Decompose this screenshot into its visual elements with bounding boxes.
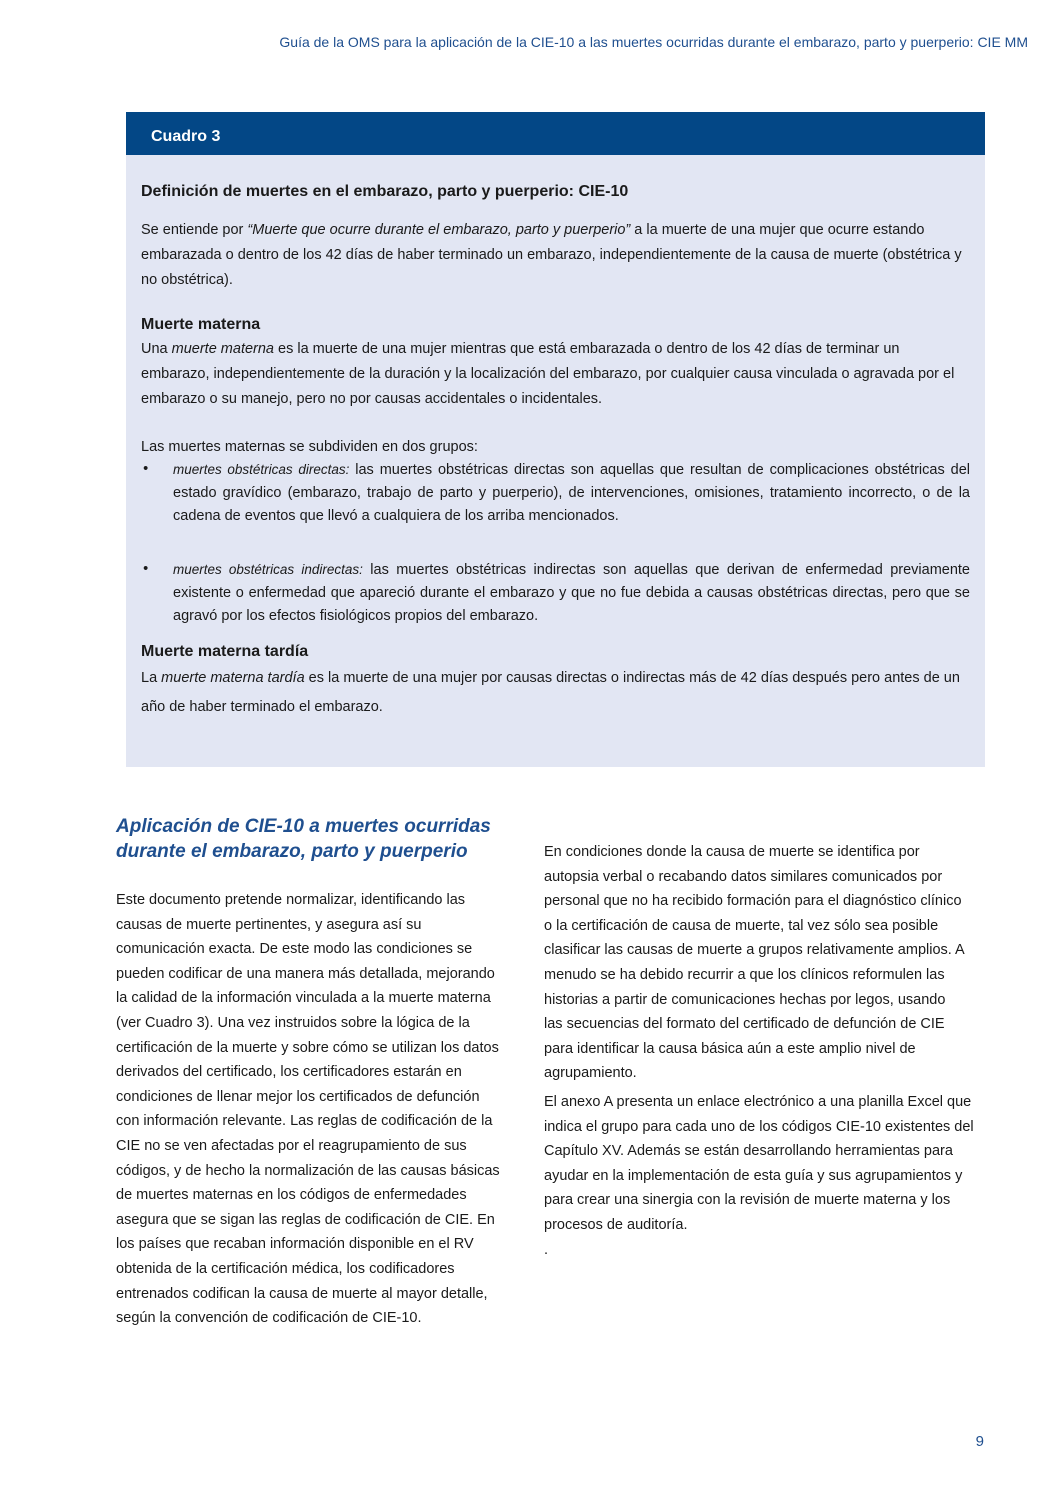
- bullet-icon: •: [143, 561, 149, 577]
- late-term: muerte materna tardía: [161, 670, 305, 686]
- bullet-text: las muertes obstétricas directas son aquellas que resultan de complicaciones obstétricas del estado gravídico (embarazo, trabajo de parto y puerperio), de intervenciones, omisiones, tratamiento incorrecto, o de la cadena de eventos que llevó a cualquiera de los arriba mencionados.: [173, 462, 970, 524]
- left-paragraph: Este documento pretende normalizar, identificando las causas de muerte pertinentes, y asegura así su comunicación exacta. De este modo las condiciones se pueden codificar de una manera más detallada, mejorando la calidad de la información vinculada a la muerte materna (ver Cuadro 3). Una vez instruidos sobre la lógica de la certificación de la muerte y sobre cómo se utilizan los datos derivados del certificado, los certificadores estarán en condiciones de llenar mejor los certificados de defunción con información relevante. Las reglas de codificación de la CIE no se ven afectadas por el reagrupamiento de sus códigos, y de hecho la normalización de las causas básicas de muertes maternas en los códigos de enfermedades asegura que se sigan las reglas de codificación de CIE. En los países que recaban información disponible en el RV obtenida de la certificación médica, los codificadores entrenados codifican la causa de muerte al mayor detalle, según la convención de codificación de CIE-10.: [116, 892, 500, 1327]
- late-pre: La: [141, 670, 162, 686]
- running-header: Guía de la OMS para la aplicación de la CIE-10 a las muertes ocurridas durante el embarazo, parto y puerperio: CIE MM: [279, 34, 1028, 50]
- right-trailing-dot: .: [544, 1241, 549, 1258]
- box-label: Cuadro 3: [126, 112, 985, 155]
- groups-list: [141, 458, 970, 628]
- maternal-paragraph: [141, 337, 970, 412]
- page-number: 9: [975, 1433, 984, 1450]
- definition-paragraph: [141, 218, 970, 293]
- bullet-text: las muertes obstétricas indirectas son aquellas que derivan de enfermedad previamente existente o enfermedad que apareció durante el embarazo y que no fue debida a causas obstétricas directas, pero que se agravó por los efectos fisiológicos propios del embarazo.: [173, 562, 970, 624]
- definition-term: “Muerte que ocurre durante el embarazo, parto y puerperio”: [247, 222, 631, 238]
- late-paragraph: [141, 664, 970, 722]
- box-title: Definición de muertes en el embarazo, parto y puerperio: CIE-10: [141, 183, 629, 200]
- left-column: [116, 814, 502, 1331]
- maternal-term: muerte materna: [171, 341, 274, 357]
- bullet-icon: •: [143, 461, 149, 477]
- box-body: [126, 155, 985, 722]
- definition-post: a la muerte de una mujer que ocurre estando embarazada o dentro de los 42 días de haber terminado un embarazo, independientemente de la causa de muerte (obstétrica y no obstétrica).: [141, 222, 962, 288]
- maternal-post: es la muerte de una mujer mientras que está embarazada o dentro de los 42 días de terminar un embarazo, independientemente de la duración y la localización del embarazo, por cualquier causa vinculada o agravada por el embarazo o su manejo, pero no por causas accidentales o incidentales.: [141, 341, 955, 407]
- right-paragraph-1: En condiciones donde la causa de muerte se identifica por autopsia verbal o recabando datos similares comunicados por personal que no ha recibido formación para el diagnóstico clínico o la certificación de causa de muerte, tal vez sólo sea posible clasificar las causas de muerte a grupos relativamente amplios. A menudo se ha debido recurrir a que los clínicos reformulen las historias a partir de comunicaciones hechas por legos, usando las secuencias del formato del certificado de defunción de CIE para identificar la causa básica aún a este amplio nivel de agrupamiento.: [544, 844, 964, 1082]
- maternal-pre: Una: [141, 341, 172, 357]
- late-post: es la muerte de una mujer por causas directas o indirectas más de 42 días después pero antes de un año de haber terminado el embarazo.: [141, 670, 960, 715]
- late-heading: Muerte materna tardía: [141, 643, 309, 660]
- list-item: [141, 458, 970, 528]
- definition-pre: Se entiende por: [141, 222, 248, 238]
- maternal-heading: Muerte materna: [141, 316, 261, 333]
- cuadro-3-box: [126, 112, 985, 767]
- groups-intro: Las muertes maternas se subdividen en dos grupos:: [141, 439, 478, 455]
- section-heading: Aplicación de CIE-10 a muertes ocurridas durante el embarazo, parto y puerperio: [116, 816, 491, 862]
- bullet-term: muertes obstétricas directas:: [173, 462, 350, 477]
- right-column: [544, 840, 990, 1262]
- bullet-term: muertes obstétricas indirectas:: [173, 562, 363, 577]
- right-paragraph-2: El anexo A presenta un enlace electrónico a una planilla Excel que indica el grupo para cada uno de los códigos CIE-10 existentes del Capítulo XV. Además se están desarrollando herramientas para ayudar en la implementación de esta guía y sus agrupamientos y para crear una sinergia con la revisión de muerte materna y los procesos de auditoría.: [544, 1093, 974, 1233]
- list-item: [141, 558, 970, 628]
